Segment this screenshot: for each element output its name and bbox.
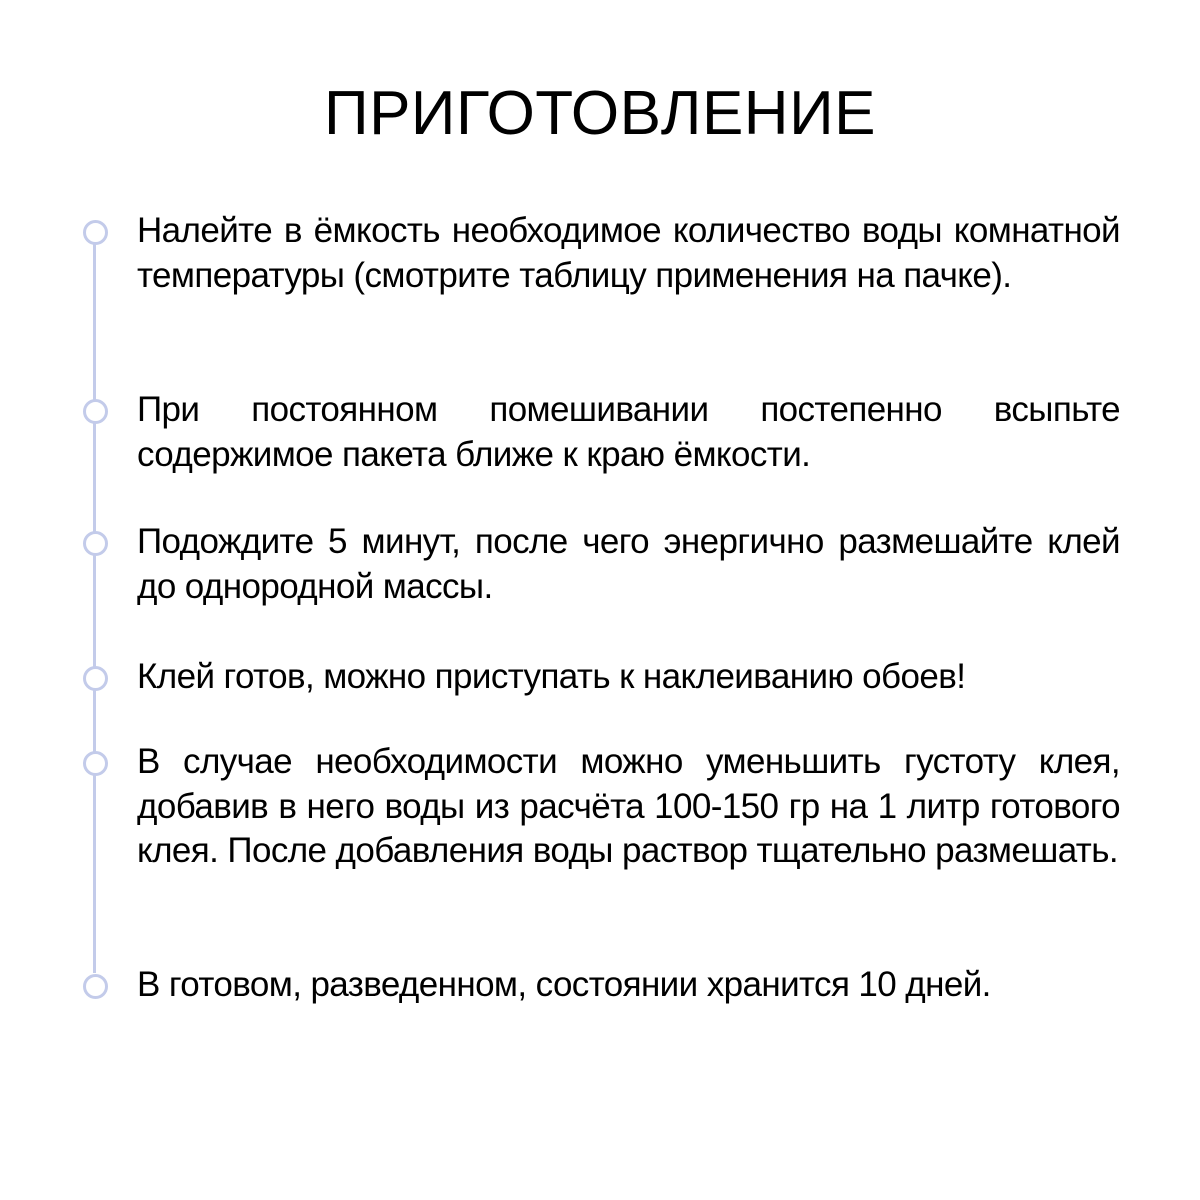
step-text: В случае необходимости можно уменьшить густоту клея, добавив в него воды из расчёта 100-150 гр на 1 литр готового клея. После добавления воды раствор тщательно размешать. [137,742,1120,870]
step-text: Подождите 5 минут, после чего энергично размешайте клей до однородной массы. [137,522,1120,606]
timeline-circle-icon [83,974,108,999]
step-text: При постоянном помешивании постепенно всыпьте содержимое пакета ближе к краю ёмкости. [137,390,1120,474]
step-text: Налейте в ёмкость необходимое количество воды комнатной температуры (смотрите таблицу применения на пачке). [137,211,1120,295]
step-2 [137,388,1120,477]
step-5 [137,740,1120,874]
timeline-line [93,242,96,973]
step-1 [137,209,1120,298]
page-title: ПРИГОТОВЛЕНИЕ [324,79,876,148]
timeline-circle-icon [83,531,108,556]
step-6 [137,963,1120,1008]
step-3 [137,520,1120,609]
timeline-circle-icon [83,751,108,776]
timeline-circle-icon [83,220,108,245]
step-text: В готовом, разведенном, состоянии хранится 10 дней. [137,965,991,1004]
timeline-circle-icon [83,666,108,691]
timeline-circle-icon [83,399,108,424]
step-4 [137,655,1120,700]
step-text: Клей готов, можно приступать к наклеиванию обоев! [137,657,966,696]
